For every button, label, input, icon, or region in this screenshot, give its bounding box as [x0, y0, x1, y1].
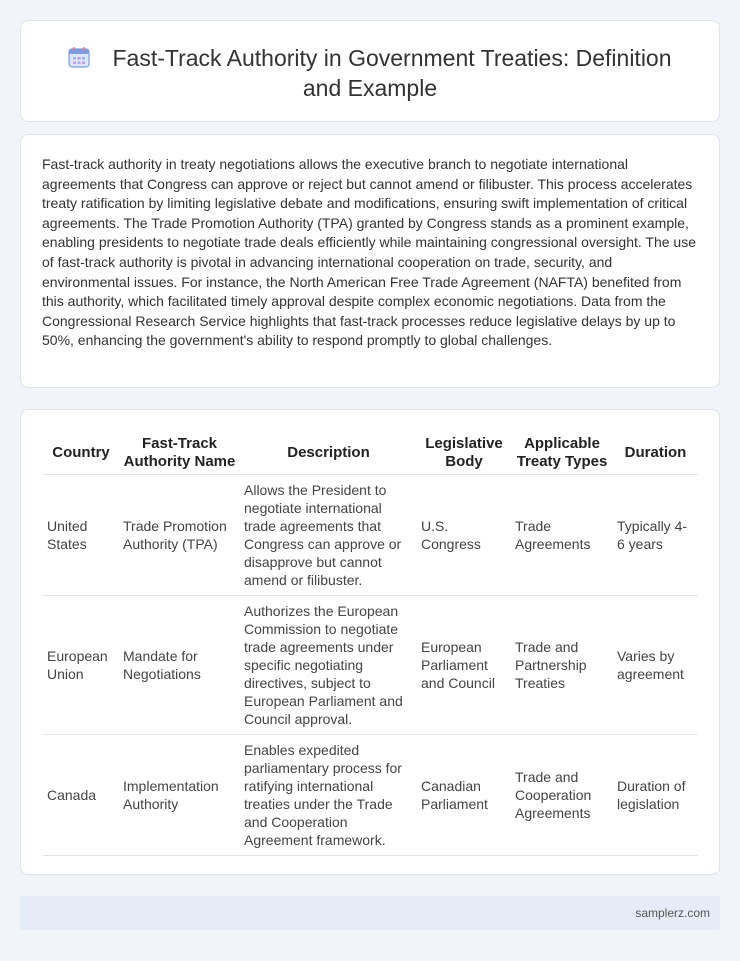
table-row — [43, 474, 698, 595]
cell-legislative-body: Canadian Parliament — [417, 734, 511, 855]
comparison-table — [43, 434, 698, 856]
calendar-icon — [68, 46, 90, 68]
cell-description: Enables expedited parliamentary process for ratifying international treaties under the Trade and Cooperation Agreement framework. — [240, 734, 417, 855]
footer-bar — [20, 896, 720, 930]
table-row — [43, 734, 698, 855]
footer-site-link[interactable]: samplerz.com — [635, 906, 710, 920]
header-description: Description — [240, 434, 417, 474]
cell-authority-name: Trade Promotion Authority (TPA) — [119, 474, 240, 595]
cell-legislative-body: European Parliament and Council — [417, 595, 511, 734]
intro-card — [20, 134, 720, 388]
table-row — [43, 595, 698, 734]
header-country: Country — [43, 434, 119, 474]
cell-treaty-types: Trade and Cooperation Agreements — [511, 734, 613, 855]
page-title-text: Fast-Track Authority in Government Treaties: Definition and Example — [112, 45, 672, 101]
cell-treaty-types: Trade Agreements — [511, 474, 613, 595]
table-card — [20, 409, 720, 875]
cell-country: United States — [43, 474, 119, 595]
cell-duration: Duration of legislation — [613, 734, 698, 855]
header-authority-name: Fast-Track Authority Name — [119, 434, 240, 474]
cell-description: Allows the President to negotiate international trade agreements that Congress can approve or disapprove but cannot amend or filibuster. — [240, 474, 417, 595]
cell-description: Authorizes the European Commission to negotiate trade agreements under specific negotiating directives, subject to European Parliament and Council approval. — [240, 595, 417, 734]
header-treaty-types: Applicable Treaty Types — [511, 434, 613, 474]
page-title — [21, 43, 719, 103]
table-header-row — [43, 434, 698, 474]
cell-duration: Varies by agreement — [613, 595, 698, 734]
intro-paragraph: Fast-track authority in treaty negotiations allows the executive branch to negotiate international agreements that Congress can approve or reject but cannot amend or filibuster. This process accelerates treaty ratification by limiting legislative debate and modifications, ensuring swift implementation of critical agreements. The Trade Promotion Authority (TPA) granted by Congress stands as a prominent example, enabling presidents to negotiate trade deals efficiently while maintaining congressional oversight. The use of fast-track authority is pivotal in advancing international cooperation on trade, security, and environmental issues. For instance, the North American Free Trade Agreement (NAFTA) benefited from this authority, which facilitated timely approval despite complex economic negotiations. Data from the Congressional Research Service highlights that fast-track processes reduce legislative delays by up to 50%, enhancing the government's ability to respond promptly to global challenges. — [42, 156, 697, 349]
cell-authority-name: Implementation Authority — [119, 734, 240, 855]
cell-legislative-body: U.S. Congress — [417, 474, 511, 595]
cell-country: Canada — [43, 734, 119, 855]
cell-treaty-types: Trade and Partnership Treaties — [511, 595, 613, 734]
title-card — [20, 20, 720, 122]
header-legislative-body: Legislative Body — [417, 434, 511, 474]
cell-country: European Union — [43, 595, 119, 734]
cell-duration: Typically 4-6 years — [613, 474, 698, 595]
cell-authority-name: Mandate for Negotiations — [119, 595, 240, 734]
header-duration: Duration — [613, 434, 698, 474]
